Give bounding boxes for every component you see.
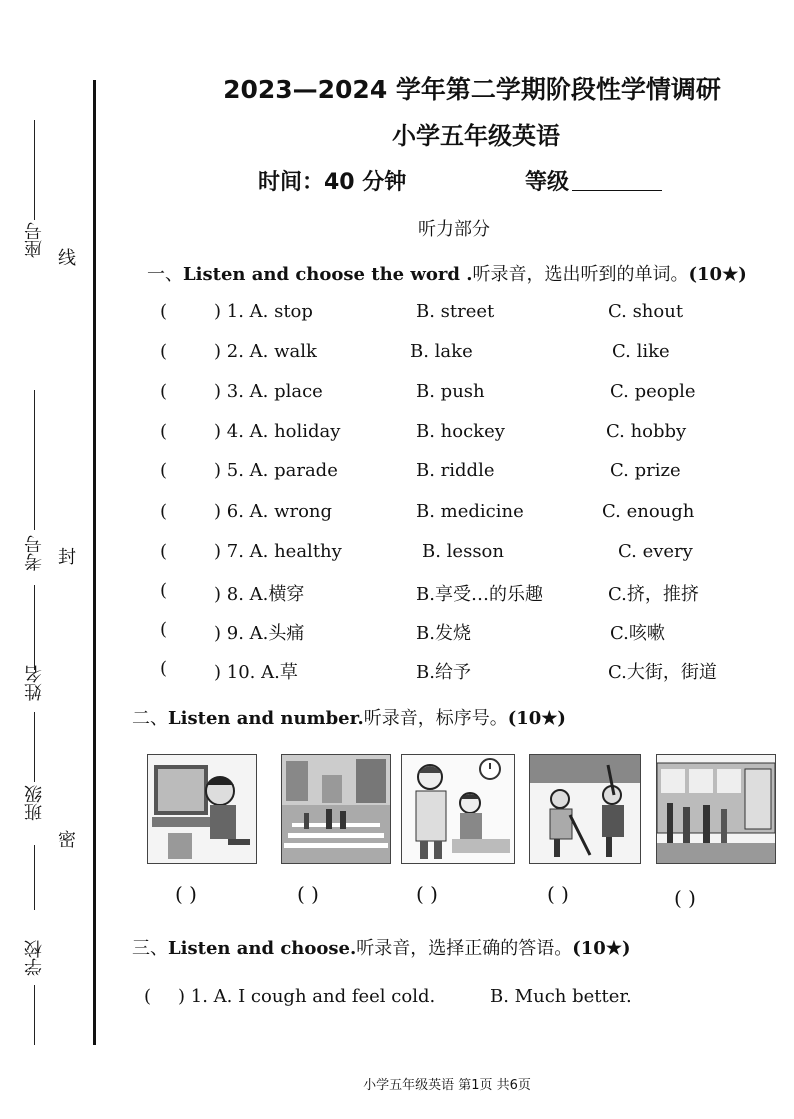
question-row [160,501,760,531]
section1-heading [147,260,747,286]
picture-hockey [529,754,641,864]
answer-paren[interactable]: ( [160,658,168,679]
answer-paren[interactable]: ( [160,460,168,481]
section2-title-cn: 听录音，标序号。 [363,708,508,729]
section3-heading [132,934,630,960]
option-a: ) 2. A. walk [214,341,317,362]
option-c: C. people [610,381,696,402]
time-label: 时间：40 分钟 [258,170,407,195]
option-a: ) 1. A. stop [214,301,313,322]
picture-bus [656,754,776,864]
answer-paren[interactable]: ( [160,501,168,522]
class-blank[interactable] [34,845,35,910]
option-a: ) 7. A. healthy [214,541,342,562]
option-c: C. like [612,341,670,362]
section1-score: (10★) [688,264,747,285]
question-row [160,341,760,371]
section1-title-en: Listen and choose the word . [183,264,473,285]
option-b: B. push [416,381,485,402]
seal-secret-char: 密 [58,830,76,851]
option-c: C. enough [602,501,695,522]
picture-doctor [401,754,515,864]
option-a: ) 10. A.草 [214,662,298,683]
option-b: B. lesson [422,541,504,562]
option-a: ) 6. A. wrong [214,501,333,522]
option-a: ) 4. A. holiday [214,421,341,442]
answer-paren[interactable]: ( [160,619,168,640]
school-label: 学校 [24,940,45,976]
exam-no-blank-2[interactable] [34,585,35,670]
section3-title-en: Listen and choose. [168,938,357,959]
question-row [160,460,760,490]
option-b: B. lake [410,341,473,362]
question-row [160,658,760,688]
section2-title-en: Listen and number. [168,708,364,729]
question-row [160,619,760,649]
option-b: B. medicine [416,501,524,522]
seal-line-char: 线 [58,248,76,269]
option-a: ) 9. A.头痛 [214,623,305,644]
question-row [160,541,760,571]
seat-label: 座号 [24,222,45,258]
answer-paren[interactable]: ( [144,986,152,1007]
option-a: ) 1. A. I cough and feel cold. [178,986,436,1007]
name-label: 姓名 [24,665,45,701]
option-a: ) 8. A.横穿 [214,584,305,605]
option-c: C. prize [610,460,681,481]
option-b: B. hockey [416,421,505,442]
answer-paren[interactable]: ( [160,421,168,442]
question-row [160,301,760,331]
picture-answer-blank[interactable]: ( ) [547,882,569,906]
picture-answer-blank[interactable]: ( ) [674,886,696,910]
option-b: B. Much better. [490,986,632,1007]
page-footer: 小学五年级英语 第1页 共6页 [363,1078,531,1093]
answer-paren[interactable]: ( [160,541,168,562]
picture-street [281,754,391,864]
option-c: C. shout [608,301,684,322]
option-b: B. street [416,301,495,322]
picture-answer-blank[interactable]: ( ) [175,882,197,906]
question-row [160,580,760,610]
option-b: B. riddle [416,460,495,481]
section3-title-cn: 听录音，选择正确的答语。 [356,938,573,959]
section2-heading [132,704,566,730]
grade-blank[interactable] [572,190,662,191]
option-a: ) 3. A. place [214,381,323,402]
option-c: C.挤，推挤 [608,584,699,605]
grade-label: 等级 [525,170,570,195]
exam-subtitle: 小学五年级英语 [392,122,560,150]
question-row [160,381,760,411]
exam-no-blank[interactable] [34,390,35,530]
option-a: ) 5. A. parade [214,460,338,481]
binding-line [93,80,96,1045]
section3-score: (10★) [572,938,631,959]
question-row [144,986,764,1016]
seal-seal-char: 封 [58,547,76,568]
answer-paren[interactable]: ( [160,301,168,322]
section1-prefix: 一、 [147,264,183,285]
question-row [160,421,760,451]
option-b: B.给予 [416,662,471,683]
section3-prefix: 三、 [132,938,168,959]
class-label: 班级 [24,785,45,821]
option-c: C.咳嗽 [610,623,665,644]
section2-prefix: 二、 [132,708,168,729]
answer-paren[interactable]: ( [160,381,168,402]
picture-answer-blank[interactable]: ( ) [416,882,438,906]
name-blank[interactable] [34,712,35,782]
picture-answer-blank[interactable]: ( ) [297,882,319,906]
option-c: C.大街，街道 [608,662,717,683]
answer-paren[interactable]: ( [160,580,168,601]
school-blank[interactable] [34,985,35,1045]
option-c: C. hobby [606,421,687,442]
exam-title: 2023—2024 学年第二学期阶段性学情调研 [223,75,721,104]
option-c: C. every [618,541,693,562]
answer-paren[interactable]: ( [160,341,168,362]
option-b: B.发烧 [416,623,471,644]
listening-part-label: 听力部分 [418,219,490,240]
picture-computer [147,754,257,864]
seat-blank[interactable] [34,120,35,220]
section2-score: (10★) [507,708,566,729]
exam-no-label: 考号 [24,535,45,571]
section1-title-cn: 听录音，选出听到的单词。 [472,264,689,285]
option-b: B.享受…的乐趣 [416,584,543,605]
